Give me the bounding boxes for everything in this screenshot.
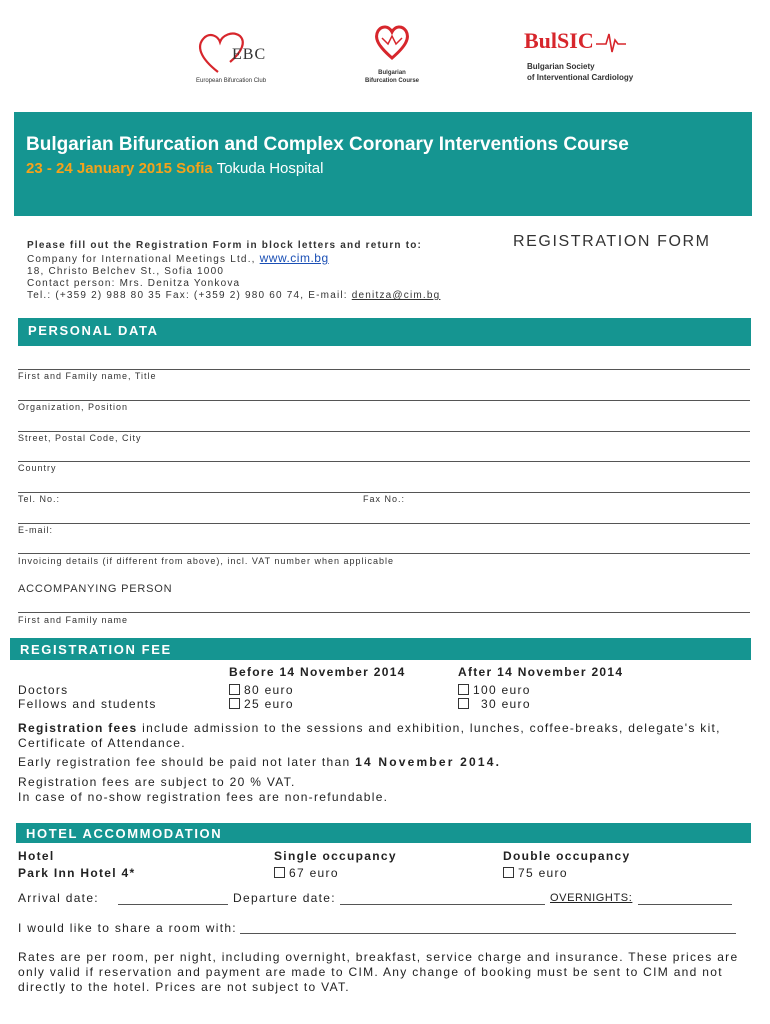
ecg-icon: [596, 30, 626, 54]
checkbox-icon[interactable]: [458, 684, 469, 695]
contact-person: Contact person: Mrs. Denitza Yonkova: [27, 278, 241, 289]
personal-data-title: PERSONAL DATA: [28, 323, 159, 338]
before-fellows-price: 25 euro: [244, 697, 294, 711]
fees-note-bold: Registration fees: [18, 721, 138, 735]
personal-data-header: [18, 318, 751, 346]
fellows-label: Fellows and students: [18, 697, 157, 711]
after-fellows-price: 30 euro: [481, 697, 531, 711]
bbc-caption-2: Bifurcation Course: [364, 78, 419, 84]
overnights-label: OVERNIGHTS:: [550, 892, 633, 904]
name-line[interactable]: [18, 369, 750, 370]
course-dates: 23 - 24 January 2015 Sofia: [26, 160, 213, 177]
invoice-label: Invoicing details (if different from above), incl. VAT number when applicable: [18, 556, 394, 566]
ebc-logo-text: EBC: [232, 46, 267, 63]
hotel-label: Hotel: [18, 849, 55, 863]
double-price: 75 euro: [518, 866, 568, 880]
ebc-logo: [190, 28, 280, 88]
contact-tel-line: [27, 290, 440, 302]
contact-address: 18, Christo Belchev St., Sofia 1000: [27, 266, 225, 277]
hotel-header: [16, 823, 751, 843]
accompanying-label: ACCOMPANYING PERSON: [18, 583, 173, 595]
rates-note: Rates are per room, per night, including overnight, breakfast, service charge and insurance. These prices are only valid if reservation and payment are made to CIM. Any change of booking must be sent to CIM and not directly to the hotel. Prices are not subject to VAT.: [18, 950, 739, 994]
overnights-line[interactable]: [638, 904, 732, 905]
noshow-note: In case of no-show registration fees are non-refundable.: [18, 790, 389, 804]
checkbox-icon[interactable]: [458, 698, 469, 709]
bulsic-logo: [524, 28, 664, 88]
early-note: [18, 755, 501, 770]
registration-fee-header: [10, 638, 751, 660]
early-date: 14 November 2014.: [355, 755, 502, 769]
early-text: Early registration fee should be paid not later than: [18, 755, 356, 769]
double-option[interactable]: [503, 866, 568, 880]
checkbox-icon[interactable]: [229, 684, 240, 695]
acc-name-line[interactable]: [18, 612, 750, 613]
vat-note: Registration fees are subject to 20 % VAT.: [18, 775, 296, 789]
bulsic-caption-2: of Interventional Cardiology: [527, 73, 634, 82]
country-label: Country: [18, 463, 57, 473]
arrival-label: Arrival date:: [18, 891, 99, 905]
hotel-name: Park Inn Hotel 4*: [18, 866, 136, 880]
fax-label: Fax No.:: [363, 494, 406, 504]
checkbox-icon[interactable]: [274, 867, 285, 878]
before-fellows-option[interactable]: [229, 697, 294, 711]
after-header: After 14 November 2014: [458, 665, 624, 679]
single-header: Single occupancy: [274, 849, 397, 863]
course-dates-line: [26, 160, 323, 177]
checkbox-icon[interactable]: [503, 867, 514, 878]
bbc-caption-1: Bulgarian: [378, 70, 406, 76]
fees-note-rest: include admission to the sessions and exhibition, lunches, coffee-breaks, delegate's kit, Certificate of Attendance.: [18, 721, 721, 750]
email-line[interactable]: [18, 523, 750, 524]
course-banner: [14, 112, 752, 216]
doctors-label: Doctors: [18, 683, 69, 697]
bulsic-logo-text: BulSIC: [524, 28, 594, 53]
email-link[interactable]: denitza@cim.bg: [351, 290, 441, 301]
after-fellows-option[interactable]: [458, 697, 531, 711]
arrival-line[interactable]: [118, 904, 228, 905]
single-price: 67 euro: [289, 866, 339, 880]
ebc-caption: European Bifurcation Club: [196, 78, 267, 84]
before-doctors-option[interactable]: [229, 683, 294, 697]
bbc-logo: [360, 22, 430, 88]
tel-label: Tel. No.:: [18, 494, 61, 504]
street-line[interactable]: [18, 431, 750, 432]
hotel-title: HOTEL ACCOMMODATION: [26, 826, 223, 841]
contact-block: [27, 240, 440, 302]
bbc-heart-icon: [372, 22, 412, 62]
after-doctors-price: 100 euro: [473, 683, 531, 697]
course-venue: Tokuda Hospital: [216, 160, 324, 177]
share-label: I would like to share a room with:: [18, 921, 237, 935]
contact-tel-fax: Tel.: (+359 2) 988 80 35 Fax: (+359 2) 980 60 74, E-mail:: [27, 290, 348, 301]
departure-label: Departure date:: [233, 891, 336, 905]
share-line[interactable]: [240, 933, 736, 934]
email-label: E-mail:: [18, 525, 54, 535]
before-doctors-price: 80 euro: [244, 683, 294, 697]
single-option[interactable]: [274, 866, 339, 880]
checkbox-icon[interactable]: [229, 698, 240, 709]
tel-fax-line[interactable]: [18, 492, 750, 493]
course-title: Bulgarian Bifurcation and Complex Coronary Interventions Course: [26, 134, 629, 155]
website-link[interactable]: www.cim.bg: [259, 251, 329, 265]
bulsic-caption-1: Bulgarian Society: [527, 62, 595, 71]
form-title: REGISTRATION FORM: [513, 233, 711, 250]
country-line[interactable]: [18, 461, 750, 462]
departure-line[interactable]: [340, 904, 545, 905]
registration-fee-title: REGISTRATION FEE: [20, 642, 172, 657]
fees-note: [18, 721, 753, 751]
invoice-line[interactable]: [18, 553, 750, 554]
acc-name-label: First and Family name: [18, 615, 129, 625]
after-doctors-option[interactable]: [458, 683, 531, 697]
before-header: Before 14 November 2014: [229, 665, 406, 679]
contact-company-line: [27, 252, 440, 266]
contact-instruction: Please fill out the Registration Form in block letters and return to:: [27, 240, 423, 251]
name-label: First and Family name, Title: [18, 371, 157, 381]
double-header: Double occupancy: [503, 849, 631, 863]
org-line[interactable]: [18, 400, 750, 401]
contact-company: Company for International Meetings Ltd.,: [27, 254, 256, 265]
street-label: Street, Postal Code, City: [18, 433, 142, 443]
org-label: Organization, Position: [18, 402, 129, 412]
